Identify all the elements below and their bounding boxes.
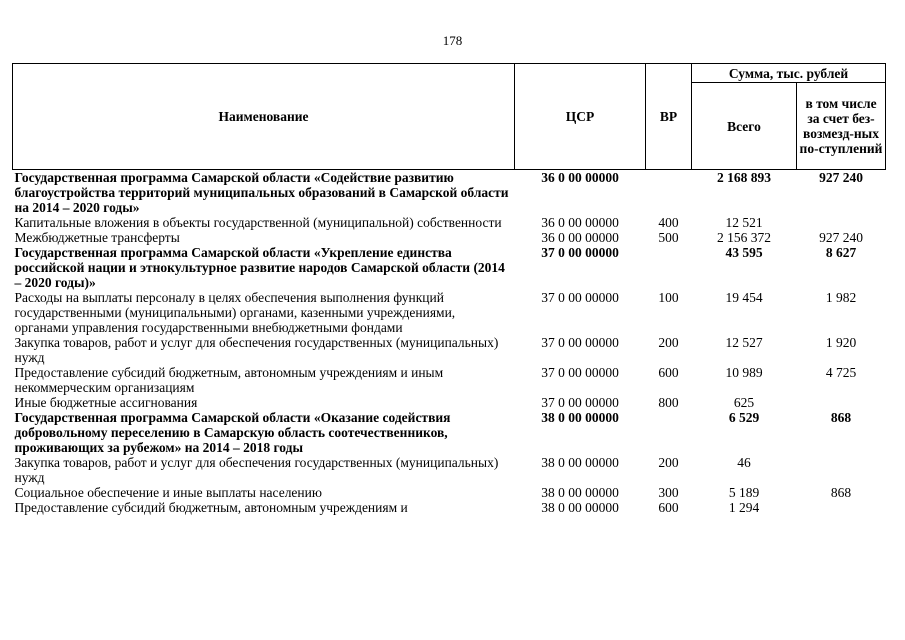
table-row bbox=[13, 455, 886, 485]
program-row bbox=[13, 245, 886, 290]
table-row bbox=[13, 230, 886, 245]
row-csr: 37 0 00 00000 bbox=[541, 335, 619, 350]
program-row bbox=[13, 410, 886, 455]
row-incl: 868 bbox=[830, 485, 852, 500]
row-csr: 38 0 00 00000 bbox=[541, 500, 619, 515]
row-incl: 1 982 bbox=[825, 290, 857, 305]
row-total: 10 989 bbox=[725, 365, 763, 380]
row-csr: 38 0 00 00000 bbox=[541, 455, 619, 470]
row-name: Государственная программа Самарской области «Оказание содействия добровольному переселению в Самарскую область соотечественников, проживающих за рубежом» на 2014 – 2018 годы bbox=[14, 410, 451, 455]
row-vr: 200 bbox=[658, 455, 679, 470]
table-row bbox=[13, 290, 886, 335]
row-csr: 38 0 00 00000 bbox=[541, 485, 619, 500]
row-vr: 400 bbox=[658, 215, 679, 230]
row-vr bbox=[646, 245, 692, 290]
row-total: 2 168 893 bbox=[717, 170, 771, 185]
row-csr: 37 0 00 00000 bbox=[541, 395, 619, 410]
budget-table bbox=[12, 63, 886, 515]
row-total: 12 527 bbox=[725, 335, 763, 350]
row-incl bbox=[797, 455, 886, 485]
row-name: Закупка товаров, работ и услуг для обеспечения государственных (муниципальных) нужд bbox=[14, 455, 499, 485]
program-row bbox=[13, 170, 886, 216]
row-vr: 500 bbox=[658, 230, 679, 245]
row-incl: 927 240 bbox=[819, 170, 863, 185]
row-name: Предоставление субсидий бюджетным, автономным учреждениям и bbox=[14, 500, 408, 515]
header-incl: в том числе за счет без-возмезд-ных по-ступлений bbox=[797, 83, 886, 170]
row-vr bbox=[646, 410, 692, 455]
row-name: Государственная программа Самарской области «Укрепление единства российской нации и этнокультурное развитие народов Самарской области (2014 – 2020 годы)» bbox=[14, 245, 505, 290]
row-incl: 868 bbox=[830, 410, 852, 425]
table-row bbox=[13, 485, 886, 500]
row-total: 625 bbox=[733, 395, 755, 410]
row-total: 2 156 372 bbox=[717, 230, 771, 245]
table-row bbox=[13, 500, 886, 515]
page-number: 178 bbox=[442, 33, 463, 48]
row-vr bbox=[646, 170, 692, 216]
row-name: Межбюджетные трансферты bbox=[14, 230, 180, 245]
row-csr: 37 0 00 00000 bbox=[541, 245, 619, 260]
row-csr: 37 0 00 00000 bbox=[541, 365, 619, 380]
row-incl: 4 725 bbox=[825, 365, 857, 380]
table-body bbox=[13, 170, 886, 516]
row-vr: 600 bbox=[658, 365, 679, 380]
table-header bbox=[13, 64, 886, 170]
header-vr: ВР bbox=[646, 64, 692, 170]
row-name: Иные бюджетные ассигнования bbox=[14, 395, 198, 410]
row-csr: 38 0 00 00000 bbox=[541, 410, 619, 425]
table-row bbox=[13, 215, 886, 230]
row-vr: 800 bbox=[658, 395, 679, 410]
row-vr: 600 bbox=[658, 500, 679, 515]
row-incl bbox=[797, 215, 886, 230]
row-csr: 36 0 00 00000 bbox=[541, 230, 619, 245]
row-csr: 36 0 00 00000 bbox=[541, 170, 619, 185]
row-vr: 100 bbox=[658, 290, 679, 305]
row-total: 46 bbox=[737, 455, 751, 470]
row-incl: 927 240 bbox=[819, 230, 863, 245]
row-total: 5 189 bbox=[728, 485, 760, 500]
row-total: 12 521 bbox=[725, 215, 763, 230]
row-csr: 37 0 00 00000 bbox=[541, 290, 619, 305]
row-name: Государственная программа Самарской области «Содействие развитию благоустройства территорий муниципальных образований в Самарской области на 2014 – 2020 годы» bbox=[14, 170, 509, 215]
row-name: Социальное обеспечение и иные выплаты населению bbox=[14, 485, 322, 500]
row-total: 43 595 bbox=[725, 245, 763, 260]
row-csr: 36 0 00 00000 bbox=[541, 215, 619, 230]
header-total: Всего bbox=[692, 83, 797, 170]
row-vr: 200 bbox=[658, 335, 679, 350]
row-incl bbox=[797, 395, 886, 410]
row-total: 1 294 bbox=[728, 500, 760, 515]
row-total: 19 454 bbox=[725, 290, 763, 305]
table-row bbox=[13, 335, 886, 365]
row-name: Предоставление субсидий бюджетным, автономным учреждениям и иным некоммерческим организациям bbox=[14, 365, 444, 395]
row-name: Расходы на выплаты персоналу в целях обеспечения выполнения функций государственными (муниципальными) органами, казенными учреждениями, органами управления государственными внебюджетными фондами bbox=[14, 290, 456, 335]
header-csr: ЦСР bbox=[515, 64, 646, 170]
row-vr: 300 bbox=[658, 485, 679, 500]
header-name: Наименование bbox=[13, 64, 515, 170]
table-row bbox=[13, 365, 886, 395]
row-name: Капитальные вложения в объекты государственной (муниципальной) собственности bbox=[14, 215, 502, 230]
row-incl: 8 627 bbox=[825, 245, 857, 260]
header-sum-group: Сумма, тыс. рублей bbox=[692, 64, 886, 83]
row-incl bbox=[797, 500, 886, 515]
table-row bbox=[13, 395, 886, 410]
row-incl: 1 920 bbox=[825, 335, 857, 350]
row-name: Закупка товаров, работ и услуг для обеспечения государственных (муниципальных) нужд bbox=[14, 335, 499, 365]
row-total: 6 529 bbox=[728, 410, 760, 425]
